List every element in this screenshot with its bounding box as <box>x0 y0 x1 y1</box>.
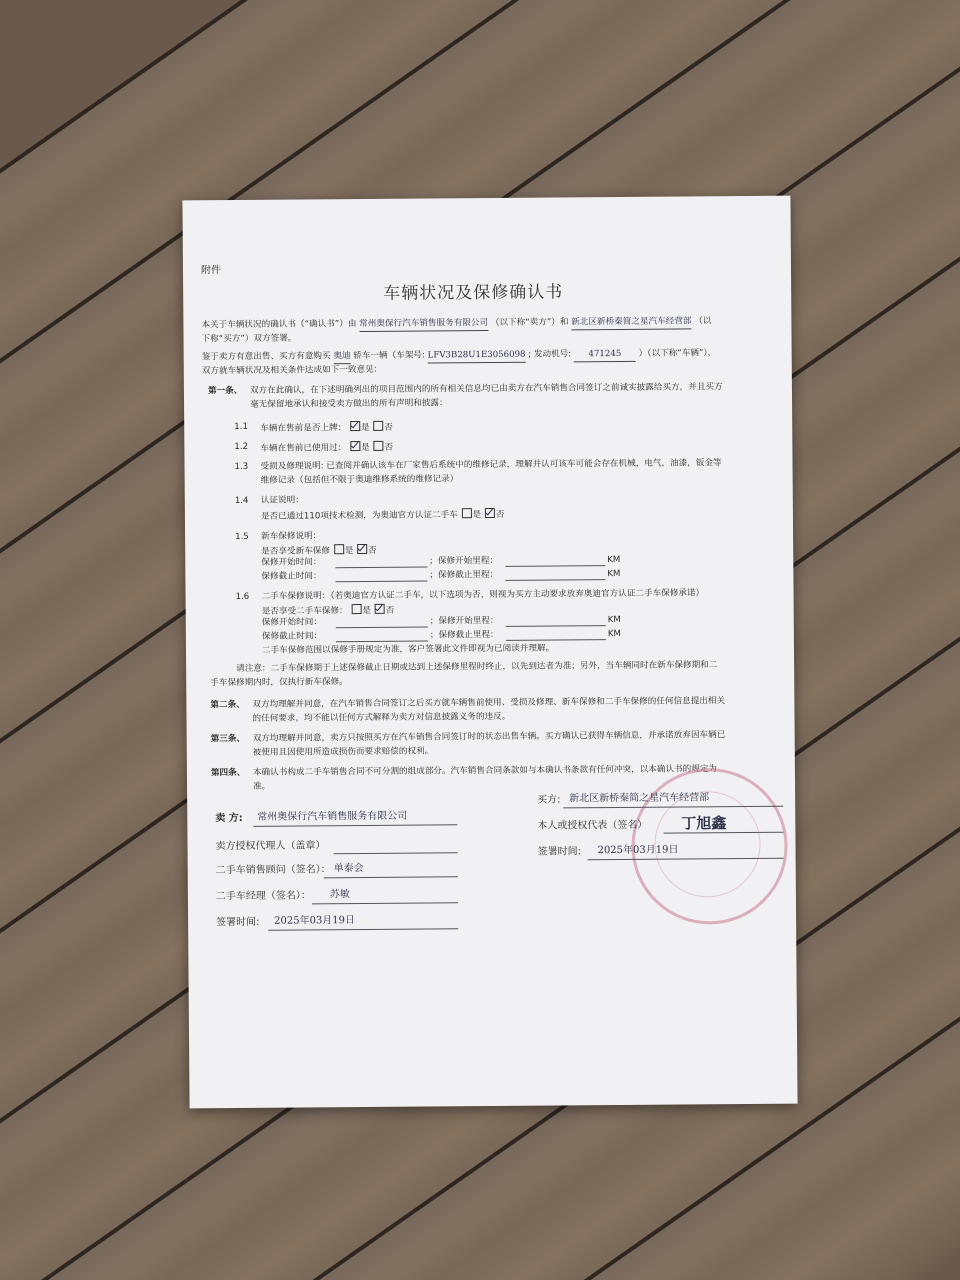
seller-rep-field[interactable] <box>334 852 458 854</box>
used-warranty-start-time-label: 保修开始时间： <box>261 617 322 628</box>
engine-number-value: 471245 <box>574 349 636 362</box>
seller-value: 常州奥保行汽车销售服务有限公司 <box>257 810 408 823</box>
article-1-text-1: 双方在此确认，在下述明确列出的项目范围内的所有相关信息均已由卖方在汽车销售合同签订之前诚实披露给买方，并且买方 <box>249 382 723 396</box>
item-1-6-text-1: 二手车保修说明：（若奥迪官方认证二手车，以下选项为否，则视为买方主动要求放弃奥迪官方认证二手车保修承诺） <box>261 588 705 602</box>
used-warranty-end-km-field[interactable] <box>506 639 606 641</box>
seller-rep-label: 卖方授权代理人（盖章） <box>215 840 326 853</box>
km-unit: KM <box>607 568 621 580</box>
new-warranty-end-km-label: ；保修截止里程： <box>429 569 499 581</box>
vin-value: LFV3B28U1E3056098 <box>428 350 526 363</box>
article-2-text-2: 的任何要求，均不能以任何方式解释为卖方对信息披露义务的违反。 <box>252 711 511 724</box>
certified-yes-checkbox[interactable] <box>461 508 471 518</box>
intro-line-4: 双方就车辆状况及相关条件达成如下一致意见： <box>201 364 383 377</box>
plated-no-checkbox[interactable] <box>373 421 383 431</box>
item-1-1-number: 1.1 <box>234 421 248 433</box>
used-yes-checkbox[interactable] <box>350 441 360 451</box>
used-warranty-end-km-label: ；保修截止里程： <box>429 629 499 641</box>
item-1-4-text-2: 是否已通过110项技术检测，为奥迪官方认证二手车 是 否 <box>260 509 505 522</box>
advisor-signature: 单泰会 <box>333 862 364 875</box>
seller-name-inline: 常州奥保行汽车销售服务有限公司 <box>359 318 488 332</box>
buyer-signature: 丁旭鑫 <box>681 814 727 833</box>
item-1-4-number: 1.4 <box>234 495 249 506</box>
item-1-4-text-1: 认证说明： <box>260 495 304 506</box>
item-1-2: 车辆在售前已使用过： 是 否 <box>260 442 394 454</box>
article-4-label: 第四条、 <box>210 767 246 779</box>
new-warranty-start-km-label: ；保修开始里程： <box>429 555 499 567</box>
brand-value: 奥迪 <box>333 351 350 364</box>
intro-line-2: 下称“买方”）双方签署。 <box>201 333 297 345</box>
buyer-date-value: 2025年03月19日 <box>597 844 679 857</box>
item-1-1: 车辆在售前是否上牌： 是 否 <box>260 422 393 434</box>
article-4-text-2: 准。 <box>253 781 271 792</box>
new-warranty-end-km-field[interactable] <box>505 579 605 581</box>
new-warranty-start-time-label: 保修开始时间： <box>261 557 322 568</box>
document-title: 车辆状况及保修确认书 <box>383 282 564 304</box>
item-1-6-number: 1.6 <box>235 591 250 602</box>
km-unit: KM <box>607 614 621 626</box>
item-1-3-number: 1.3 <box>234 461 249 473</box>
attachment-label: 附件 <box>200 265 222 277</box>
item-1-6-text-3: 二手车保修范围以保修手册规定为准，客户签署此文件即视为已阅读并理解。 <box>261 643 555 656</box>
item-1-2-number: 1.2 <box>234 441 249 453</box>
used-warranty-no-checkbox[interactable] <box>375 604 385 614</box>
new-warranty-end-time-label: 保修截止时间： <box>261 571 322 582</box>
item-1-5-text-1: 新车保修说明： <box>261 531 322 542</box>
certified-no-checkbox[interactable] <box>485 508 495 518</box>
new-warranty-end-time-field[interactable] <box>335 580 427 582</box>
used-warranty-yes-checkbox[interactable] <box>351 604 361 614</box>
seller-label: 卖 方: <box>215 812 243 825</box>
manager-label: 二手车经理（签名）： <box>215 890 311 903</box>
item-1-3-text-1: 受损及修理说明: 已查阅并确认该车在厂家售后系统中的维修记录，理解并认可该车可能会存在机械，电气，油漆，钣金等 <box>260 458 722 472</box>
buyer-value: 新北区新桥秦简之星汽车经营部 <box>569 792 710 805</box>
used-no-checkbox[interactable] <box>373 441 383 451</box>
article-1-label: 第一条、 <box>207 385 243 397</box>
article-2-label: 第二条、 <box>210 699 245 711</box>
article-4-text-1: 本确认书构成二手车销售合同不可分割的组成部分。汽车销售合同条款如与本确认书条款有任何冲突，以本确认书的规定为 <box>252 764 718 778</box>
buyer-name-inline: 新北区新桥秦简之星汽车经营部 <box>571 316 691 330</box>
article-1-text-2: 毫无保留地承认和接受卖方做出的所有声明和披露： <box>250 398 448 410</box>
warranty-note-line-2: 手车保修期内时，仅执行新车保修。 <box>210 677 348 689</box>
document-page <box>182 196 797 1109</box>
used-warranty-end-time-field[interactable] <box>336 640 428 642</box>
article-3-label: 第三条、 <box>210 733 246 745</box>
item-1-5-number: 1.5 <box>235 531 249 542</box>
article-3-text-2: 被使用且因使用所造成损伤而要求赔偿的权利。 <box>252 746 434 758</box>
used-warranty-start-time-field[interactable] <box>336 626 428 628</box>
warranty-note-line-1: 请注意：二手车保修期于上述保修截止日期或达到上述保修里程时终止，以先到达者为准；另外，当车辆同时在新车保修期和二 <box>236 660 718 674</box>
seller-date-value: 2025年03月19日 <box>274 915 356 927</box>
item-1-5-text-2: 是否享受新车保修 是 否 <box>261 545 377 557</box>
article-2-text-1: 双方均理解并同意，在汽车销售合同签订之后买方就车辆售前使用、受损及修理、新车保修和二手车保修的任何信息提出相关 <box>252 696 726 710</box>
intro-line-1: 本关于车辆状况的确认书（“确认书”）由 常州奥保行汽车销售服务有限公司 （以下称“卖方”）和 新北区新桥秦简之星汽车经营部 （以 <box>201 316 712 331</box>
buyer-rep-label: 本人或授权代表（签名） <box>537 819 648 832</box>
new-warranty-no-checkbox[interactable] <box>357 544 367 554</box>
new-warranty-start-km-field[interactable] <box>505 565 605 567</box>
manager-signature: 苏敏 <box>329 889 350 901</box>
km-unit: KM <box>607 628 621 640</box>
plated-yes-checkbox[interactable] <box>350 421 360 431</box>
new-warranty-yes-checkbox[interactable] <box>334 544 344 554</box>
used-warranty-start-km-label: ；保修开始里程： <box>429 615 499 627</box>
seller-date-label: 签署时间: <box>216 916 260 929</box>
buyer-label: 买方: <box>537 794 561 806</box>
buyer-date-label: 签署时间: <box>537 846 581 858</box>
used-warranty-start-km-field[interactable] <box>506 625 606 627</box>
article-3-text-1: 双方均理解并同意，卖方只按照买方在汽车销售合同签订时的状态出售车辆。买方确认已获得车辆信息，并承诺放弃因车辆已 <box>252 730 726 744</box>
advisor-label: 二手车销售顾问（签名）： <box>215 864 331 877</box>
intro-line-3: 鉴于卖方有意出售、买方有意购买 奥迪 轿车一辆（车架号: LFV3B28U1E3056098 ; 发动机号: 471245 ）（以下称“车辆”）， <box>201 348 717 363</box>
used-warranty-end-time-label: 保修截止时间： <box>261 631 323 642</box>
item-1-6-text-2: 是否享受二手车保修： 是 否 <box>261 605 395 617</box>
item-1-3-text-2: 维修记录（包括但不限于奥迪维修系统的维修记录） <box>260 474 459 486</box>
new-warranty-start-time-field[interactable] <box>335 566 427 568</box>
km-unit: KM <box>607 554 621 566</box>
